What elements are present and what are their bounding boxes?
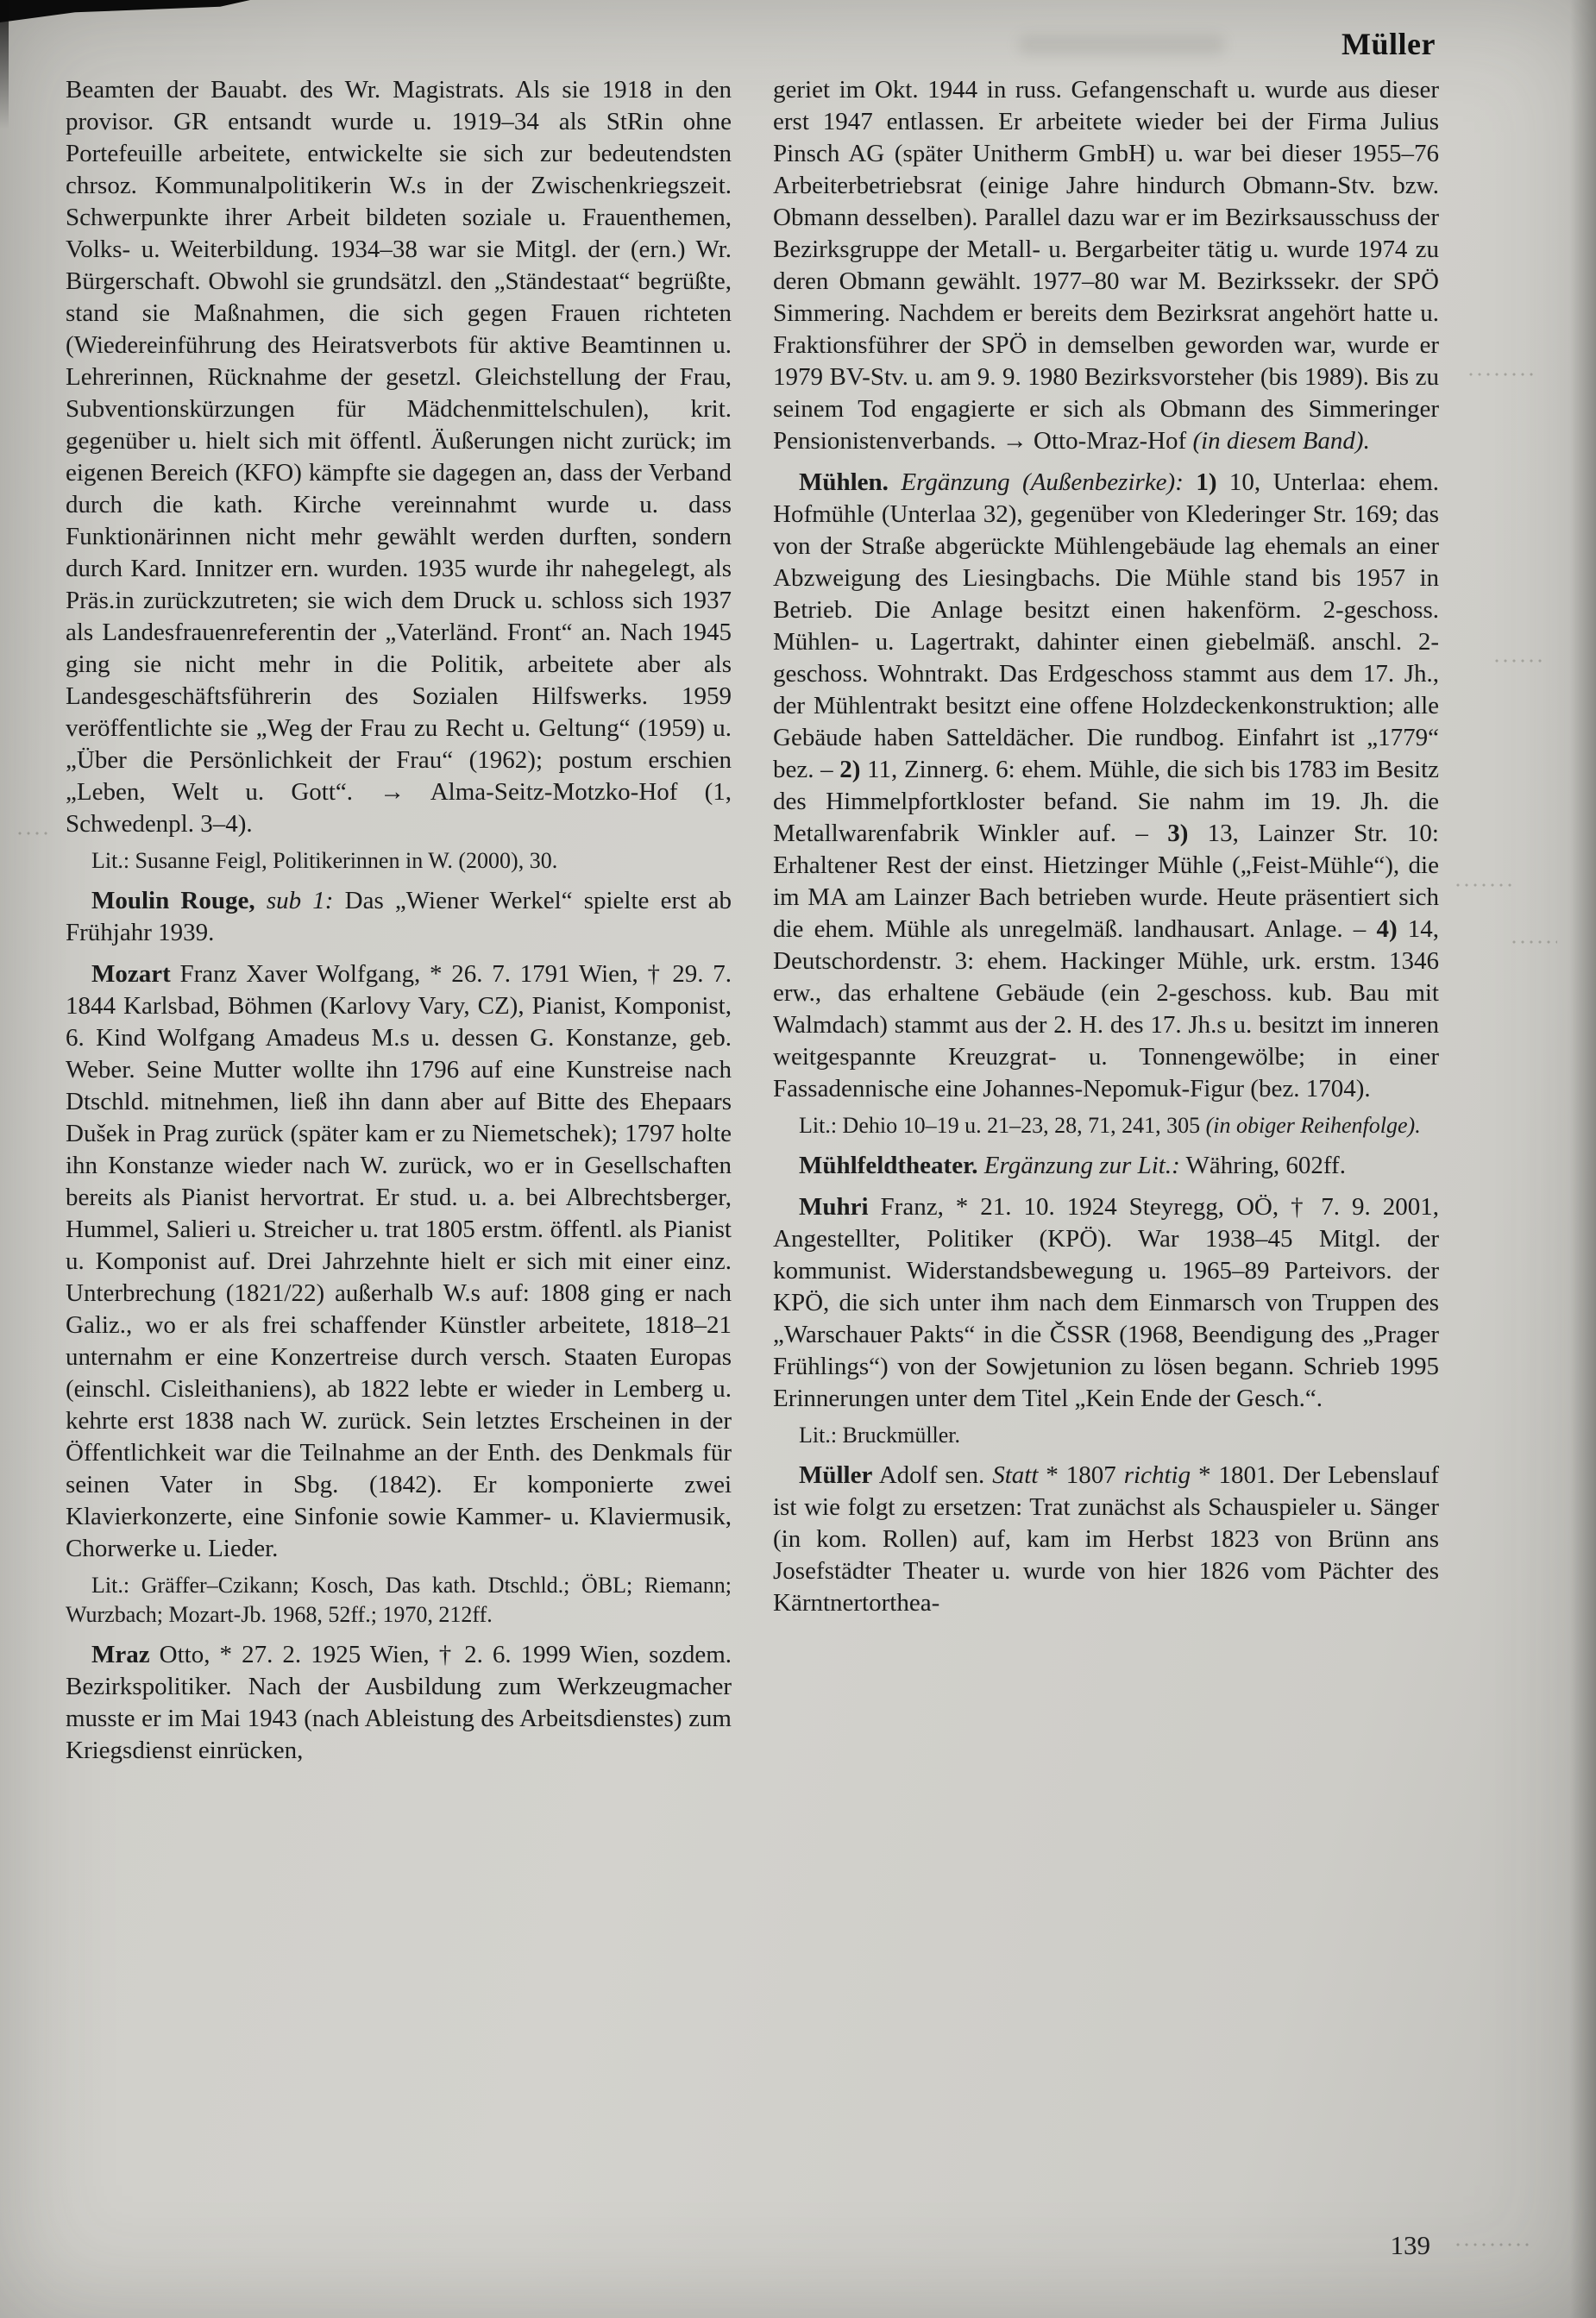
lit-paragraph: [66, 1571, 732, 1630]
text-run: Franz, * 21. 10. 1924 Steyregg, OÖ, † 7. 9. 2001, Angestellter, Politiker (KPÖ). War 1938–45 Mitgl. der kommunist. Widerstandsbewegung u. 1965–89 Parteivors. der KPÖ, die sich unter ihm nach dem Einmarsch von Truppen des „Warschauer Pakts“ in die ČSSR (1968, Beendigung des „Prager Frühlings“) von der Sowjetunion zu lösen begann. Schrieb 1995 Erinnerungen unter dem Titel „Kein Ende der Gesch.“.: [773, 1193, 1439, 1412]
scan-noise: [1454, 2241, 1531, 2248]
entry-paragraph: [773, 1460, 1439, 1619]
text-run: 2): [839, 756, 861, 783]
text-run: Das „Wiener Werkel“ spielte erst ab Frühjahr 1939.: [66, 887, 732, 946]
lit-paragraph: [773, 1421, 1439, 1450]
text-run: Beamten der Bauabt. des Wr. Magistrats. Als sie 1918 in den provisor. GR entsandt wurde u. 1919–34 als StRin ohne Portefeuille arbeitete, entwickelte sie sich zur bedeutendsten chrsoz. Kommunalpolitikerin W.s in der Zwischenkriegszeit. Schwerpunkte ihrer Arbeit bildeten soziale u. Frauenthemen, Volks- u. Weiterbildung. 1934–38 war sie Mitgl. der (ern.) Wr. Bürgerschaft. Obwohl sie grundsätzl. den „Ständestaat“ begrüßte, stand sie Maßnahmen, die sich gegen Frauen richteten (Wiedereinführung des Heiratsverbots für aktive Beamtinnen u. Lehrerinnen, Rücknahme der gesetzl. Gleichstellung der Frau, Subventionskürzungen für Mädchenmittelschulen), krit. gegenüber u. hielt sich mit öffentl. Äußerungen nicht zurück; im eigenen Bereich (KFO) kämpfte sie dagegen an, dass der Verband durch die kath. Kirche vereinnahmt wurde u. dass Funktionärinnen nicht mehr gewählt werden durften, sondern durch Kard. Innitzer ern. wurden. 1935 wurde ihr nahegelegt, als Präs.in zurückzutreten; sie wich dem Druck u. schloss sich 1937 als Landesfrauenreferentin der „Vaterländ. Front“ an. Nach 1945 ging sie nicht mehr in die Politik, arbeitete aber als Landesgeschäftsführerin des Sozialen Hilfswerks. 1959 veröffentlichte sie „Weg der Frau zu Recht u. Geltung“ (1959) u. „Über die Persönlichkeit der Frau“ (1962); postum erschien „Leben, Welt u. Gott“. → Alma-Seitz-Motzko-Hof (1, Schwedenpl. 3–4).: [66, 76, 732, 838]
text-run: (in obiger Reihenfolge).: [1205, 1113, 1421, 1138]
entry-paragraph: [773, 1191, 1439, 1415]
scan-noise: [1510, 939, 1557, 945]
text-run: Otto, * 27. 2. 1925 Wien, † 2. 6. 1999 Wien, sozdem. Bezirkspolitiker. Nach der Ausbildung zum Werkzeugmacher musste er im Mai 1943 (nach Ableistung des Arbeitsdienstes) zum Kriegsdienst einrücken,: [66, 1641, 732, 1764]
entry-paragraph: [773, 467, 1439, 1105]
text-run: [255, 887, 267, 914]
scan-noise: [16, 830, 50, 837]
text-run: * 1801. Der Lebenslauf ist wie folgt zu ersetzen: Trat zunächst als Schauspieler u. Sänger (in kom. Rollen) auf, kam im Herbst 1823 von Brünn ans Josefstädter Theater u. wurde von hier 1826 vom Pächter des Kärntnertorthea-: [773, 1461, 1439, 1617]
left-column: [66, 74, 732, 1767]
entry-paragraph: [66, 1639, 732, 1767]
text-run: Lit.: Dehio 10–19 u. 21–23, 28, 71, 241, 305: [799, 1113, 1206, 1138]
text-run: 1): [1196, 468, 1217, 496]
text-run: Statt: [992, 1461, 1039, 1489]
text-run: Moulin Rouge,: [91, 887, 255, 914]
text-run: 10, Unterlaa: ehem. Hofmühle (Unterlaa 32), gegenüber von Klederinger Str. 169; das von der Straße abgerückte Mühlengebäude lag ehemals an einer Abzweigung des Liesingbachs. Die Mühle stand bis 1957 in Betrieb. Die Anlage besitzt einen hakenförm. 2-geschoss. Mühlen- u. Lagertrakt, dahinter einen giebelmäß. anschl. 2-geschoss. Wohntrakt. Das Erdgeschoss stammt aus dem 17. Jh., der Mühlentrakt besitzt eine offene Holzdeckenkonstruktion; alle Gebäude haben Satteldächer. Die rundbog. Einfahrt ist „1779“ bez. –: [773, 468, 1440, 783]
scan-noise: [1492, 657, 1544, 664]
text-run: 13, Lainzer Str. 10: Erhaltener Rest der einst. Hietzinger Mühle („Feist-Mühle“), die im MA am Lainzer Bach betrieben wurde. Heute präsentiert sich die ehem. Mühle als unregelmäß. landhausart. Anlage. –: [773, 820, 1439, 943]
body-paragraph: [773, 74, 1439, 457]
text-run: Mraz: [91, 1641, 150, 1668]
text-run: [1184, 468, 1196, 496]
scan-artifact-left-edge: [0, 0, 9, 129]
scan-bleedthrough-smudge: [1018, 35, 1225, 55]
text-run: Ergänzung (Außenbezirke):: [901, 468, 1184, 496]
entry-paragraph: [66, 958, 732, 1565]
text-run: Franz Xaver Wolfgang, * 26. 7. 1791 Wien, † 29. 7. 1844 Karlsbad, Böhmen (Karlovy Vary, CZ), Pianist, Komponist, 6. Kind Wolfgang Amadeus M.s u. dessen G. Konstanze, geb. Weber. Seine Mutter wollte ihn 1796 auf eine Kunstreise nach Dtschld. mitnehmen, ließ ihn dann aber auf Bitte des Ehepaars Dušek in Prag zurück (später kam er zu Niemetschek); 1797 holte ihn Konstanze wieder nach W. zurück, wo er in Gesellschaften bereits als Pianist hervortrat. Er stud. u. a. bei Albrechtsberger, Hummel, Salieri u. Streicher u. trat 1805 erstm. öffentl. als Pianist u. Komponist auf. Drei Jahrzehnte hielt er sich mit einer einz. Unterbrechung (1821/22) außerhalb W.s auf: 1808 ging er nach Galiz., wo er als frei schaffender Künstler arbeitete, 1818–21 unternahm er eine Konzertreise durch versch. Staaten Europas (einschl. Cisleithaniens), ab 1822 lebte er wieder in Lemberg u. kehrte erst 1838 nach W. zurück. Sein letztes Erscheinen in der Öffentlichkeit war die Teilnahme an der Enth. des Denkmals für seinen Vater in Sbg. (1842). Er komponierte zwei Klavierkonzerte, eine Sinfonie sowie Kammer- u. Klaviermusik, Chorwerke u. Lieder.: [66, 960, 732, 1562]
lit-paragraph: [773, 1111, 1439, 1140]
text-run: Lit.: Gräffer–Czikann; Kosch, Das kath. Dtschld.; ÖBL; Riemann; Wurzbach; Mozart-Jb. 1968, 52ff.; 1970, 212ff.: [66, 1573, 732, 1627]
text-run: Mühlfeldtheater.: [799, 1152, 978, 1179]
text-run: Muhri: [799, 1193, 869, 1221]
running-header: Müller: [1342, 27, 1436, 61]
scan-noise: [1467, 371, 1536, 378]
scan-noise: [1454, 882, 1514, 889]
page-number: 139: [1390, 2230, 1430, 2260]
text-run: Ergänzung zur Lit.:: [983, 1152, 1180, 1179]
text-run: Adolf sen.: [872, 1461, 993, 1489]
text-run: 14, Deutschordenstr. 3: ehem. Hackinger Mühle, urk. erstm. 1346 erw., das erhaltene Gebäude (ein 2-geschoss. kub. Bau mit Walmdach) stammt aus der 2. H. des 17. Jh.s u. besitzt im inneren weitgespannte Kreuzgrat- u. Tonnengewölbe; in einer Fassadennische eine Johannes-Nepomuk-Figur (bez. 1704).: [773, 915, 1440, 1102]
entry-paragraph: [773, 1150, 1439, 1182]
scan-gutter-shadow: [1570, 0, 1596, 2318]
text-run: Mühlen.: [799, 468, 889, 496]
text-run: richtig: [1123, 1461, 1191, 1489]
text-run: geriet im Okt. 1944 in russ. Gefangenschaft u. wurde aus dieser erst 1947 entlassen. Er arbeitete wieder bei der Firma Julius Pinsch AG (später Unitherm GmbH) u. war bei dieser 1955–76 Arbeiterbetriebsrat (einige Jahre hindurch Obmann-Stv. bzw. Obmann desselben). Parallel dazu war er im Bezirksausschuss der Bezirksgruppe der Metall- u. Bergarbeiter tätig u. wurde 1974 zu deren Obmann gewählt. 1977–80 war M. Bezirkssekr. der SPÖ Simmering. Nachdem er bereits dem Bezirksrat angehört hatte u. Fraktionsführer der SPÖ in demselben geworden war, wurde er 1979 BV-Stv. u. am 9. 9. 1980 Bezirksvorsteher (bis 1989). Bis zu seinem Tod engagierte er sich als Obmann des Simmeringer Pensionistenverbands. → Otto-Mraz-Hof: [773, 76, 1439, 455]
text-run: Lit.: Susanne Feigl, Politikerinnen in W. (2000), 30.: [91, 848, 558, 873]
text-run: (in diesem Band).: [1192, 427, 1370, 455]
scan-artifact-top-left: [0, 0, 250, 22]
text-run: Mozart: [91, 960, 171, 988]
right-column: [773, 74, 1439, 1619]
text-run: Müller: [799, 1461, 873, 1489]
text-run: [889, 468, 901, 496]
text-run: Währing, 602ff.: [1179, 1152, 1346, 1179]
text-run: sub 1:: [266, 887, 334, 914]
text-run: Lit.: Bruckmüller.: [799, 1423, 961, 1448]
entry-paragraph: [66, 885, 732, 949]
text-run: 11, Zinnerg. 6: ehem. Mühle, die sich bis 1783 im Besitz des Himmelpfortkloster befand. Sie nahm im 19. Jh. die Metallwarenfabrik Winkler auf. –: [773, 756, 1439, 847]
text-run: 3): [1167, 820, 1189, 847]
text-run: [978, 1152, 984, 1179]
lit-paragraph: [66, 846, 732, 876]
text-run: * 1807: [1038, 1461, 1124, 1489]
body-paragraph: [66, 74, 732, 840]
text-run: 4): [1376, 915, 1398, 943]
